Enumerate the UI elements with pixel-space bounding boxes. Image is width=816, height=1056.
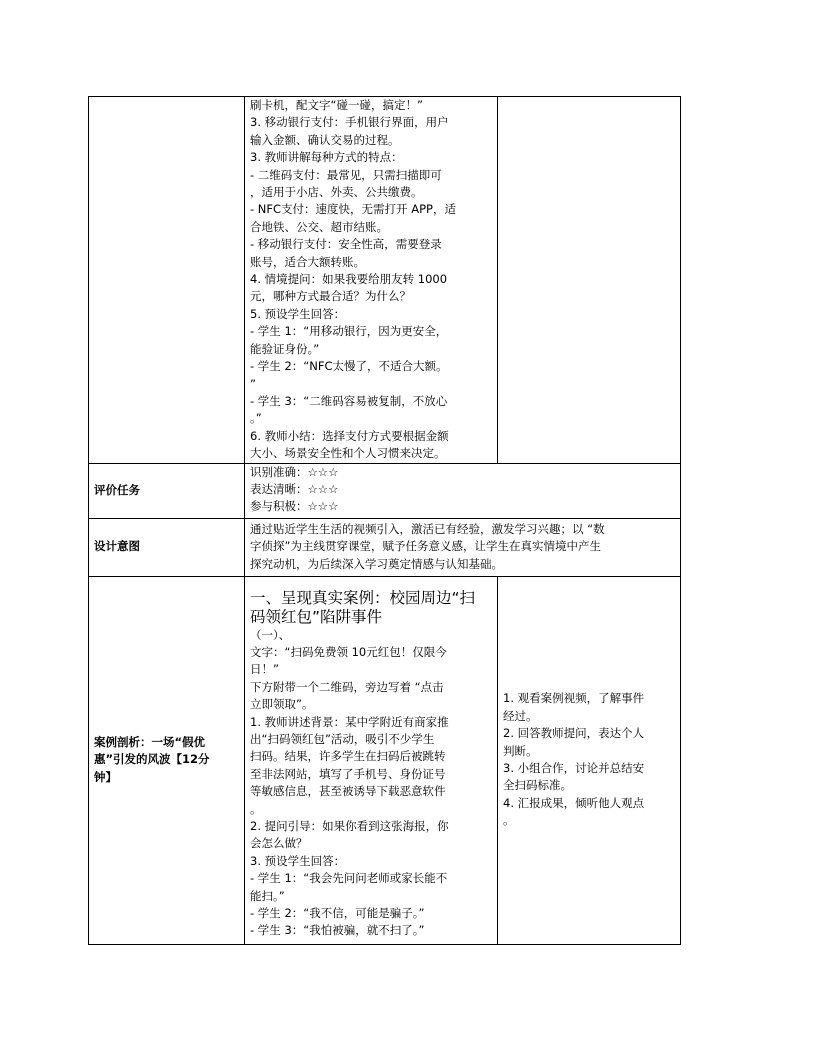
text-line: 下方附带一个二维码，旁边写着 “点击 bbox=[250, 679, 444, 694]
student-activity-cell bbox=[498, 576, 681, 944]
text-line: - 学生 1：“我会先问问老师或家长能不 bbox=[250, 871, 448, 886]
student-line: 3. 小组合作，讨论并总结安 bbox=[503, 761, 645, 776]
text-line: 能扫。” bbox=[250, 888, 285, 903]
text-line: 合地铁、公交、超市结账。 bbox=[250, 219, 388, 234]
case-label-line: 案例剖析：一场“假优 bbox=[94, 734, 206, 749]
text-line: - 学生 3：“我怕被骗，就不扫了。” bbox=[250, 923, 425, 938]
table-row-design bbox=[89, 518, 681, 576]
text-line: 刷卡机，配文字“碰一碰，搞定！” bbox=[250, 98, 423, 112]
text-line: - 移动银行支付：安全性高，需要登录 bbox=[250, 237, 442, 252]
text-line: - 二维码支付：最常见，只需扫描即可 bbox=[250, 167, 442, 182]
text-line: ” bbox=[250, 376, 256, 391]
text-line: 立即领取”。 bbox=[250, 697, 314, 712]
text-line: 3. 预设学生回答： bbox=[250, 853, 346, 868]
text-line: 3. 教师讲解每种方式的特点： bbox=[250, 150, 403, 165]
row-label-empty bbox=[89, 97, 245, 464]
text-line: 扫码。结果，许多学生在扫码后被跳转 bbox=[250, 749, 446, 764]
text-line: - 学生 1：“用移动银行，因为更安全， bbox=[250, 324, 448, 339]
design-line: 通过贴近学生生活的视频引入，激活已有经验，激发学习兴趣；以 “数 bbox=[250, 521, 605, 536]
student-line: 全扫码标准。 bbox=[503, 778, 572, 793]
table-row-evaluation bbox=[89, 463, 681, 518]
design-intent-cell bbox=[245, 518, 681, 576]
text-line: 3. 移动银行支付：手机银行界面，用户 bbox=[250, 115, 449, 130]
student-activity-cell-empty bbox=[498, 97, 681, 464]
case-label-line: 钟】 bbox=[94, 769, 117, 784]
text-line: 大小、场景安全性和个人习惯来决定。 bbox=[250, 446, 446, 461]
text-line: 出“扫码领红包”活动，吸引不少学生 bbox=[250, 731, 435, 746]
text-line: 输入金额、确认交易的过程。 bbox=[250, 132, 400, 147]
text-line: 会怎么做？ bbox=[250, 836, 308, 851]
student-line: 。 bbox=[503, 813, 515, 828]
text-line: ，适用于小店、外卖、公共缴费。 bbox=[250, 185, 423, 200]
evaluation-line: 表达清晰：☆☆☆ bbox=[250, 481, 339, 496]
text-line: - 学生 2：“NFC太慢了，不适合大额。 bbox=[250, 359, 448, 374]
student-line: 1. 观看案例视频，了解事件 bbox=[503, 691, 645, 706]
table-row-case bbox=[89, 576, 681, 944]
table-row-continuation bbox=[89, 97, 681, 464]
student-line: 4. 汇报成果，倾听他人观点 bbox=[503, 795, 645, 810]
text-line: 。” bbox=[250, 411, 262, 426]
teacher-activity-cell bbox=[245, 576, 498, 944]
section-heading: 码领红包”陷阱事件 bbox=[250, 607, 383, 626]
evaluation-line: 参与积极：☆☆☆ bbox=[250, 499, 339, 514]
text-line: - 学生 2：“我不信，可能是骗子。” bbox=[250, 906, 425, 921]
design-line: 探究动机，为后续深入学习奠定情感与认知基础。 bbox=[250, 556, 503, 571]
text-line: 6. 教师小结：选择支付方式要根据金额 bbox=[250, 428, 449, 443]
evaluation-cell bbox=[245, 463, 681, 518]
text-line: - NFC支付：速度快，无需打开 APP，适 bbox=[250, 202, 456, 217]
text-line: 5. 预设学生回答： bbox=[250, 306, 346, 321]
lesson-plan-table bbox=[88, 96, 681, 945]
text-line: 4. 情境提问：如果我要给朋友转 1000 bbox=[250, 272, 448, 287]
text-line: 文字：“扫码免费领 10元红包！仅限今 bbox=[250, 644, 447, 659]
row-label-evaluation: 评价任务 bbox=[89, 463, 245, 518]
text-line: - 学生 3：“二维码容易被复制，不放心 bbox=[250, 393, 448, 408]
row-label-case bbox=[89, 576, 245, 944]
text-line: 。 bbox=[250, 801, 262, 816]
text-line: 等敏感信息，甚至被诱导下载恶意软件 bbox=[250, 784, 446, 799]
text-line: 元，哪种方式最合适？为什么？ bbox=[250, 289, 411, 304]
student-line: 经过。 bbox=[503, 708, 538, 723]
row-label-design: 设计意图 bbox=[89, 518, 245, 576]
student-line: 2. 回答教师提问，表达个人 bbox=[503, 726, 645, 741]
text-line: 能验证身份。” bbox=[250, 341, 320, 356]
text-line: 1. 教师讲述背景：某中学附近有商家推 bbox=[250, 714, 449, 729]
student-line: 判断。 bbox=[503, 743, 538, 758]
text-line: （一）、 bbox=[250, 627, 291, 642]
text-line: 日！” bbox=[250, 662, 279, 677]
text-line: 账号，适合大额转账。 bbox=[250, 254, 365, 269]
evaluation-line: 识别准确：☆☆☆ bbox=[250, 464, 339, 479]
text-line: 至非法网站，填写了手机号、身份证号 bbox=[250, 766, 446, 781]
design-line: 字侦探”为主线贯穿课堂，赋予任务意义感，让学生在真实情境中产生 bbox=[250, 539, 601, 554]
case-label-line: 惠”引发的风波【12分 bbox=[94, 752, 210, 767]
teacher-activity-cell bbox=[245, 97, 498, 464]
section-heading: 一、呈现真实案例：校园周边“扫 bbox=[250, 588, 476, 607]
text-line: 2. 提问引导：如果你看到这张海报，你 bbox=[250, 819, 449, 833]
